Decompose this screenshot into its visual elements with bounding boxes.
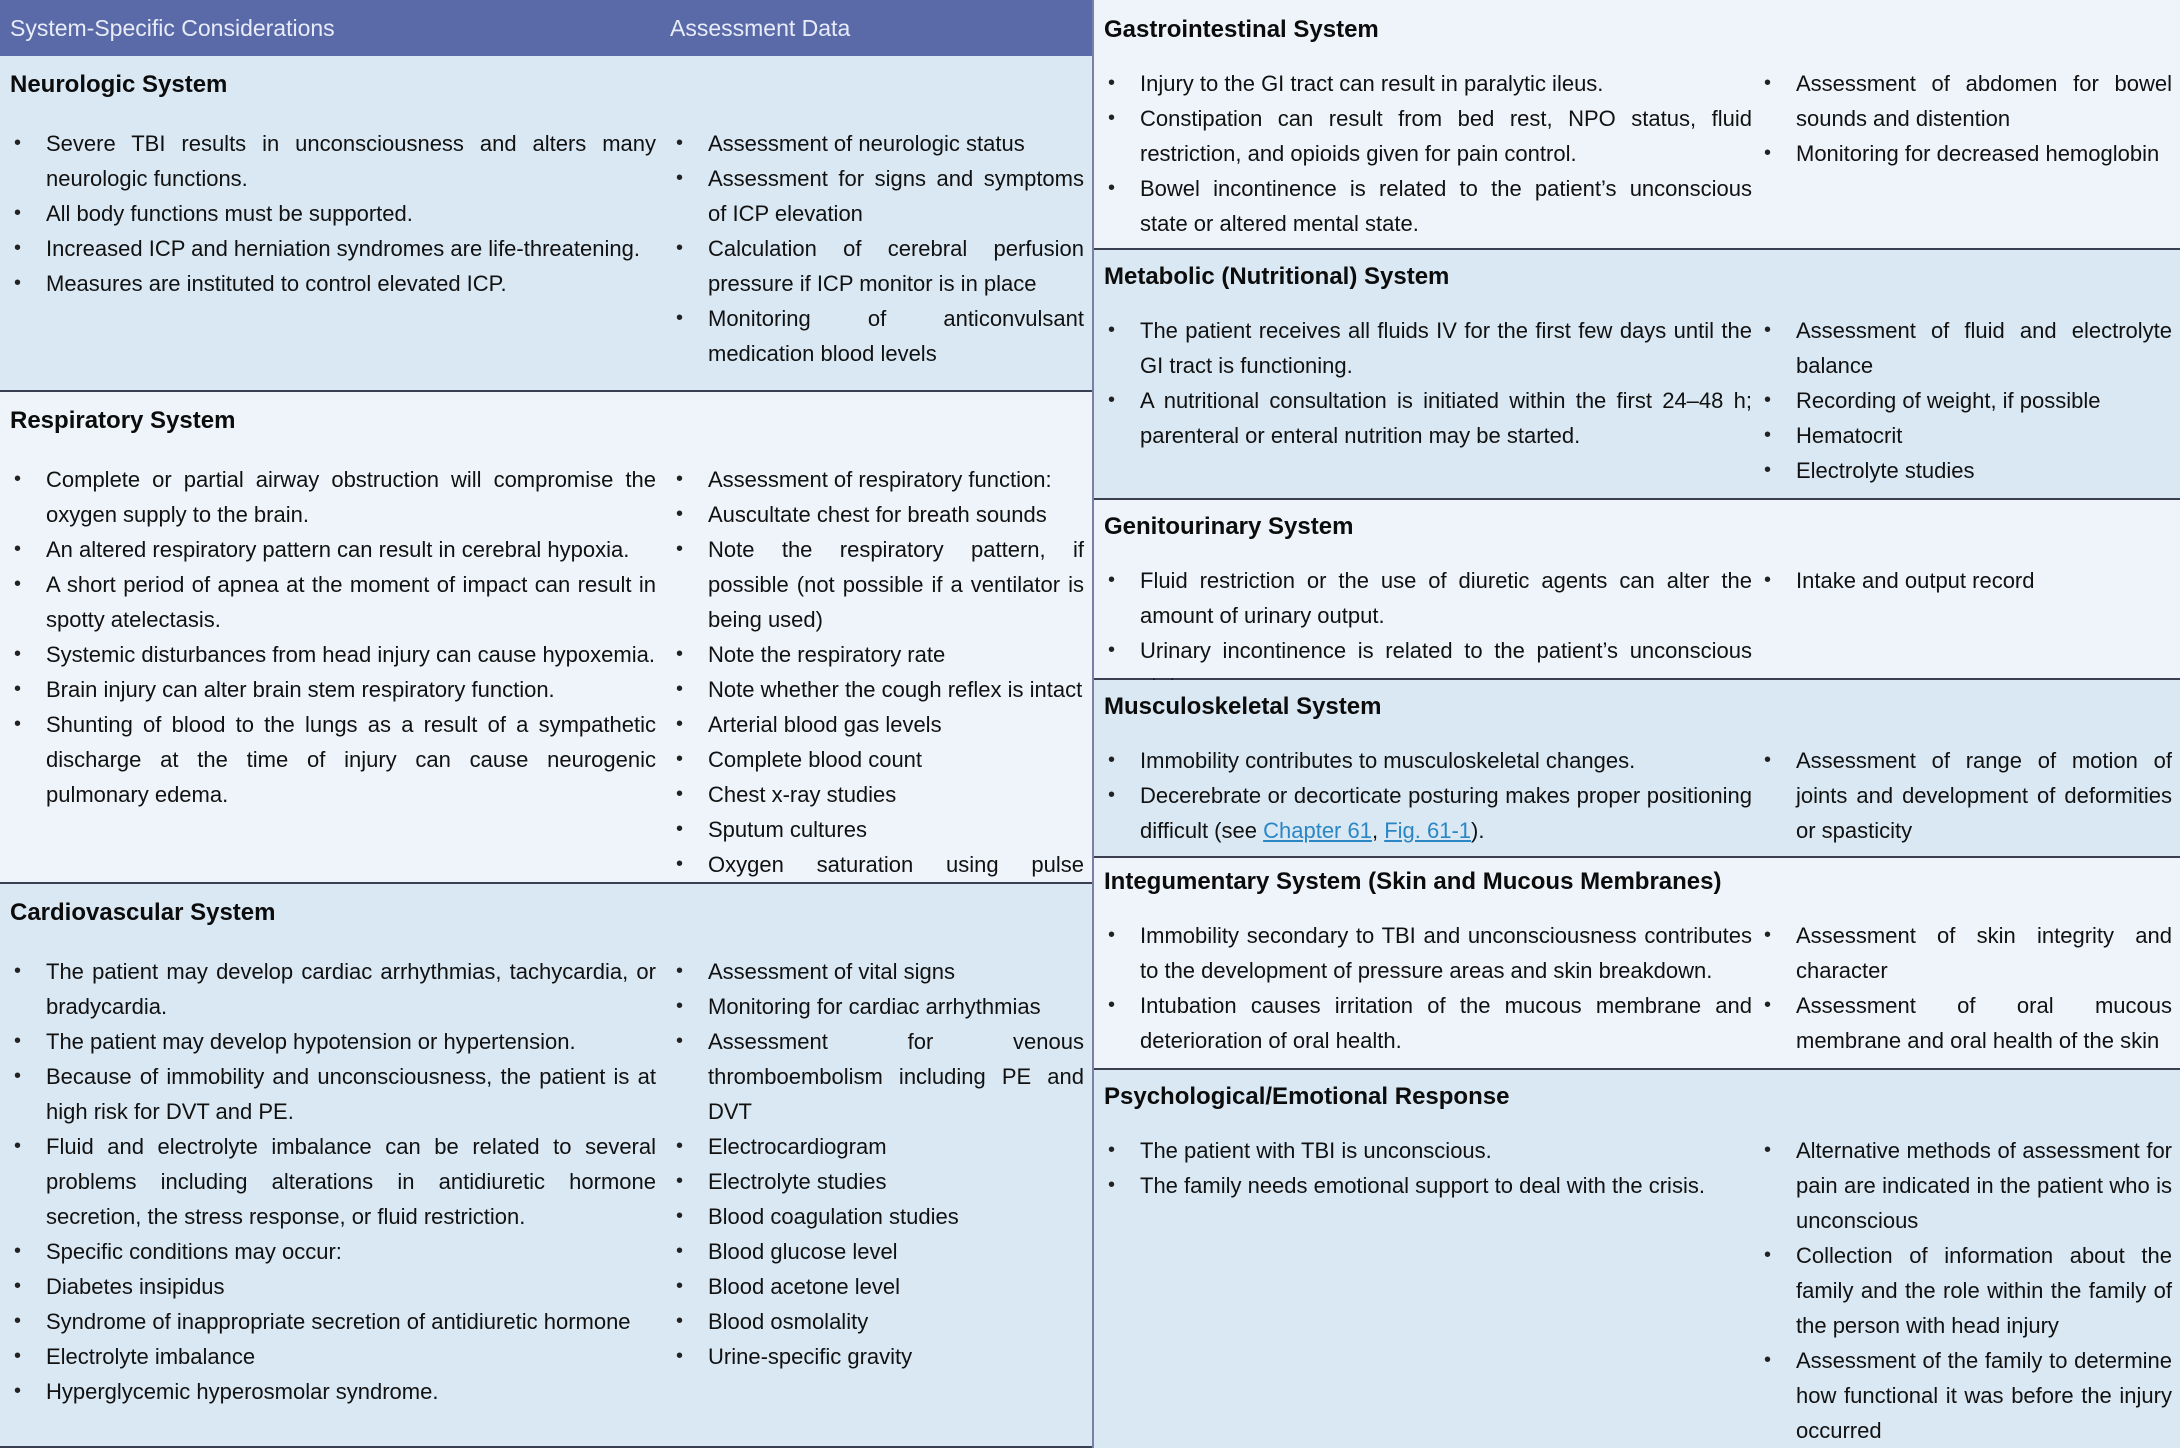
assessment-list	[670, 462, 1084, 917]
section-neurologic	[0, 56, 1092, 392]
list-item: • Electrolyte studies	[670, 1164, 1084, 1199]
list-item: • Blood coagulation studies	[670, 1199, 1084, 1234]
list-item: • Urinary incontinence is related to the patient’s unconscious	[1102, 633, 1752, 703]
list-item: • Syndrome of inappropriate secretion of antidiuretic hormone	[8, 1304, 656, 1339]
list-item: • Fluid restriction or the use of diuretic agents can alter the amount of urinary output.	[1102, 563, 1752, 633]
section-genitourinary	[1094, 500, 2180, 680]
assessment-list	[1758, 1133, 2172, 1448]
section-psychological	[1094, 1070, 2180, 1448]
list-item: • The patient may develop hypotension or hypertension.	[8, 1024, 656, 1059]
list-item: • Blood acetone level	[670, 1269, 1084, 1304]
list-item: • Assessment of fluid and electrolyte balance	[1758, 313, 2172, 383]
table-header	[0, 0, 1092, 56]
list-item: • Intake and output record	[1758, 563, 2172, 598]
list-item: • Assessment of skin integrity and character	[1758, 918, 2172, 988]
list-item: • Electrolyte imbalance	[8, 1339, 656, 1374]
list-item: • Assessment of the family to determine how functional it was before the injury occurred	[1758, 1343, 2172, 1448]
list-item: • Collection of information about the family and the role within the family of the person with head injury	[1758, 1238, 2172, 1343]
list-item: • Assessment of vital signs	[670, 954, 1084, 989]
list-item: • Diabetes insipidus	[8, 1269, 656, 1304]
list-item: • Recording of weight, if possible	[1758, 383, 2172, 418]
considerations-list	[1102, 918, 1752, 1058]
right-column	[1094, 0, 2180, 1448]
considerations-list	[1102, 66, 1752, 241]
list-item: • Increased ICP and herniation syndromes are life-threatening.	[8, 231, 656, 266]
list-item: • Monitoring for cardiac arrhythmias	[670, 989, 1084, 1024]
section-title: Musculoskeletal System	[1104, 693, 1382, 720]
header-assessment: Assessment Data	[670, 15, 851, 41]
section-metabolic	[1094, 250, 2180, 500]
list-item: • Severe TBI results in unconsciousness and alters many neurologic functions.	[8, 126, 656, 196]
list-item: • Arterial blood gas levels	[670, 707, 1084, 742]
header-considerations: System-Specific Considerations	[10, 15, 335, 41]
list-item: • Oxygen saturation using pulse	[670, 847, 1084, 917]
list-item: • The patient with TBI is unconscious.	[1102, 1133, 1752, 1168]
list-item: • Note the respiratory rate	[670, 637, 1084, 672]
chapter-61-link[interactable]: Chapter 61	[1263, 818, 1372, 843]
list-item: • A short period of apnea at the moment of impact can result in spotty atelectasis.	[8, 567, 656, 637]
section-title: Neurologic System	[10, 71, 228, 98]
list-item: • Assessment of abdomen for bowel sounds and distention	[1758, 66, 2172, 136]
list-item: • Electrolyte studies	[1758, 453, 2172, 488]
list-item: • Calculation of cerebral perfusion pressure if ICP monitor is in place	[670, 231, 1084, 301]
list-item: • Assessment for venous thromboembolism including PE and DVT	[670, 1024, 1084, 1129]
list-item: • Note whether the cough reflex is intact	[670, 672, 1084, 707]
link-separator: ,	[1371, 818, 1385, 843]
list-item: • The patient receives all fluids IV for the first few days until the GI tract is functioning.	[1102, 313, 1752, 383]
list-item: • Complete or partial airway obstruction will compromise the oxygen supply to the brain.	[8, 462, 656, 532]
section-title: Gastrointestinal System	[1104, 16, 1379, 43]
list-item: • Intubation causes irritation of the mucous membrane and deterioration of oral health.	[1102, 988, 1752, 1058]
list-item: • An altered respiratory pattern can result in cerebral hypoxia.	[8, 532, 656, 567]
considerations-list	[1102, 313, 1752, 453]
list-item: • Measures are instituted to control elevated ICP.	[8, 266, 656, 301]
list-item: • The patient may develop cardiac arrhythmias, tachycardia, or bradycardia.	[8, 954, 656, 1024]
section-title: Genitourinary System	[1104, 513, 1354, 540]
list-item: • Immobility secondary to TBI and unconsciousness contributes to the development of pressure areas and skin breakdown.	[1102, 918, 1752, 988]
list-item: • Sputum cultures	[670, 812, 1084, 847]
list-item: • Brain injury can alter brain stem respiratory function.	[8, 672, 656, 707]
posturing-text: Decerebrate or decorticate posturing makes proper positioning difficult (see	[1140, 783, 1752, 843]
list-item: • Assessment for signs and symptoms of ICP elevation	[670, 161, 1084, 231]
list-item-posturing	[1102, 778, 1752, 848]
list-item: • Hematocrit	[1758, 418, 2172, 453]
list-item: • Assessment of range of motion of joints and development of deformities or spasticity	[1758, 743, 2172, 848]
list-item: • Monitoring for decreased hemoglobin	[1758, 136, 2172, 171]
section-title: Metabolic (Nutritional) System	[1104, 263, 1450, 290]
list-item: • Blood osmolality	[670, 1304, 1084, 1339]
list-item: • Complete blood count	[670, 742, 1084, 777]
list-item: • Auscultate chest for breath sounds	[670, 497, 1084, 532]
list-item: • Note the respiratory pattern, if possible (not possible if a ventilator is being used)	[670, 532, 1084, 637]
list-item: • Constipation can result from bed rest, NPO status, fluid restriction, and opioids given for pain control.	[1102, 101, 1752, 171]
section-gastrointestinal	[1094, 0, 2180, 250]
list-item: • Injury to the GI tract can result in paralytic ileus.	[1102, 66, 1752, 101]
posturing-close: ).	[1471, 818, 1485, 843]
list-item: • Systemic disturbances from head injury can cause hypoxemia.	[8, 637, 656, 672]
section-title: Psychological/Emotional Response	[1104, 1083, 1510, 1110]
list-item: • Bowel incontinence is related to the patient’s unconscious state or altered mental state.	[1102, 171, 1752, 241]
considerations-list	[8, 462, 656, 812]
list-item: • Specific conditions may occur:	[8, 1234, 656, 1269]
list-item: • Assessment of respiratory function:	[670, 462, 1084, 497]
section-musculoskeletal	[1094, 680, 2180, 858]
section-cardiovascular	[0, 884, 1092, 1448]
list-item: • A nutritional consultation is initiated within the first 24–48 h; parenteral or enteral nutrition may be started.	[1102, 383, 1752, 453]
list-item: • Assessment of oral mucous membrane and oral health of the skin	[1758, 988, 2172, 1058]
considerations-list	[8, 126, 656, 301]
section-title: Cardiovascular System	[10, 899, 276, 926]
assessment-list	[1758, 743, 2172, 848]
assessment-list	[1758, 563, 2172, 598]
assessment-list	[1758, 918, 2172, 1058]
list-item: • Fluid and electrolyte imbalance can be related to several problems including alterations in antidiuretic hormone secretion, the stress response, or fluid restriction.	[8, 1129, 656, 1234]
list-item: • Immobility contributes to musculoskeletal changes.	[1102, 743, 1752, 778]
list-item: • Shunting of blood to the lungs as a result of a sympathetic discharge at the time of injury can cause neurogenic pulmonary edema.	[8, 707, 656, 812]
assessment-list	[670, 954, 1084, 1374]
list-item: • All body functions must be supported.	[8, 196, 656, 231]
list-item: • Urine-specific gravity	[670, 1339, 1084, 1374]
list-item: • Electrocardiogram	[670, 1129, 1084, 1164]
list-item: • Alternative methods of assessment for pain are indicated in the patient who is unconscious	[1758, 1133, 2172, 1238]
list-item: • Assessment of neurologic status	[670, 126, 1084, 161]
list-item: • Hyperglycemic hyperosmolar syndrome.	[8, 1374, 656, 1409]
list-item: • Monitoring of anticonvulsant medication blood levels	[670, 301, 1084, 371]
list-item: • Because of immobility and unconsciousness, the patient is at high risk for DVT and PE.	[8, 1059, 656, 1129]
assessment-list	[670, 126, 1084, 371]
considerations-list	[8, 954, 656, 1409]
section-title: Respiratory System	[10, 407, 236, 434]
section-title: Integumentary System (Skin and Mucous Membranes)	[1104, 868, 1722, 895]
section-integumentary	[1094, 858, 2180, 1070]
fig-61-1-link[interactable]: Fig. 61-1	[1384, 818, 1472, 843]
list-item: • Chest x-ray studies	[670, 777, 1084, 812]
assessment-list	[1758, 66, 2172, 171]
list-item: • The family needs emotional support to deal with the crisis.	[1102, 1168, 1752, 1203]
section-respiratory	[0, 392, 1092, 884]
considerations-list	[1102, 743, 1752, 848]
assessment-list	[1758, 313, 2172, 488]
list-item: • Blood glucose level	[670, 1234, 1084, 1269]
considerations-list	[1102, 1133, 1752, 1203]
